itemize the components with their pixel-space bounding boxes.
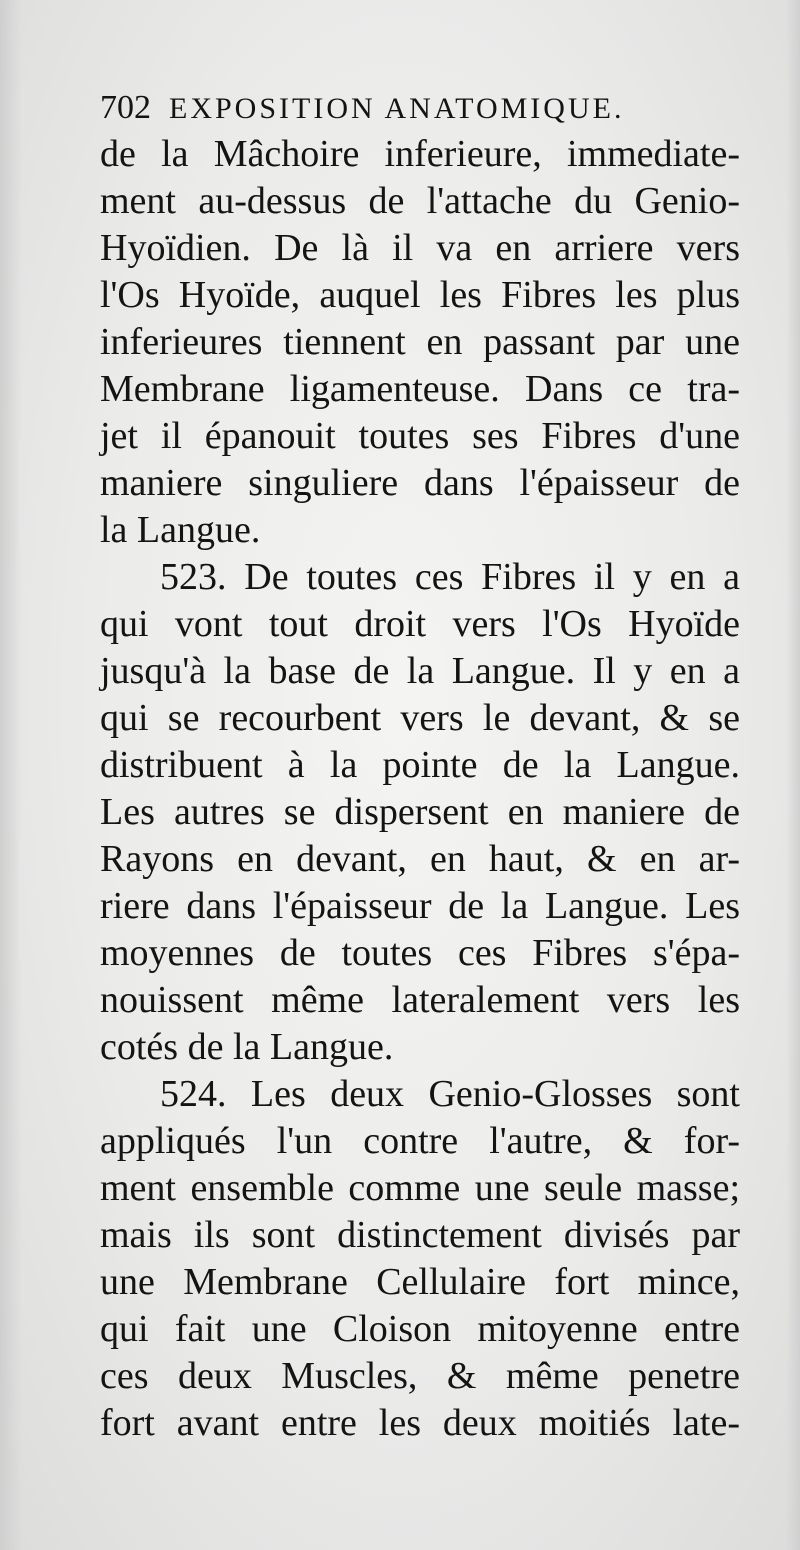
text-line: fort avant entre les deux moitiés late-: [100, 1402, 740, 1444]
text-line: maniere singuliere dans l'épaisseur de: [100, 462, 740, 504]
text-line: 523. De toutes ces Fibres il y en a: [160, 556, 740, 598]
running-head: [100, 84, 740, 131]
text-line: ces deux Muscles, & même penetre: [100, 1355, 740, 1397]
text-line: Les autres se dispersent en maniere de: [100, 791, 740, 833]
text-line: jusqu'à la base de la Langue. Il y en a: [100, 650, 740, 692]
paragraph-524: [100, 1071, 740, 1447]
text-line: inferieures tiennent en passant par une: [100, 321, 740, 363]
paragraph-523: [100, 554, 740, 1071]
text-line: Membrane ligamenteuse. Dans ce tra-: [100, 368, 740, 410]
text-line: mais ils sont distinctement divisés par: [100, 1214, 740, 1256]
text-line: riere dans l'épaisseur de la Langue. Les: [100, 885, 740, 927]
text-line: moyennes de toutes ces Fibres s'épa-: [100, 932, 740, 974]
text-block: [100, 84, 740, 1447]
text-line: ment au-dessus de l'attache du Genio-: [100, 180, 740, 222]
page-number: 702: [100, 89, 151, 126]
text-line: une Membrane Cellulaire fort mince,: [100, 1261, 740, 1303]
running-head-title: EXPOSITION ANATOMIQUE.: [169, 92, 625, 125]
text-line: qui fait une Cloison mitoyenne entre: [100, 1308, 740, 1350]
text-line: qui vont tout droit vers l'Os Hyoïde: [100, 603, 740, 645]
text-line: Hyoïdien. De là il va en arriere vers: [100, 227, 740, 269]
text-line: distribuent à la pointe de la Langue.: [100, 744, 740, 786]
text-line: cotés de la Langue.: [100, 1026, 394, 1068]
text-line: ment ensemble comme une seule masse;: [100, 1167, 740, 1209]
page-edge-shadow: [786, 0, 800, 1550]
paragraph-continued: [100, 131, 740, 554]
text-line: Rayons en devant, en haut, & en ar-: [100, 838, 740, 880]
text-line: 524. Les deux Genio-Glosses sont: [160, 1073, 740, 1115]
gutter-shadow: [0, 0, 22, 1550]
text-line: jet il épanouit toutes ses Fibres d'une: [100, 415, 740, 457]
text-line: l'Os Hyoïde, auquel les Fibres les plus: [100, 274, 740, 316]
text-line: nouissent même lateralement vers les: [100, 979, 740, 1021]
text-line: la Langue.: [100, 509, 261, 551]
text-line: de la Mâchoire inferieure, immediate-: [100, 133, 740, 175]
text-line: qui se recourbent vers le devant, & se: [100, 697, 740, 739]
text-line: appliqués l'un contre l'autre, & for-: [100, 1120, 740, 1162]
